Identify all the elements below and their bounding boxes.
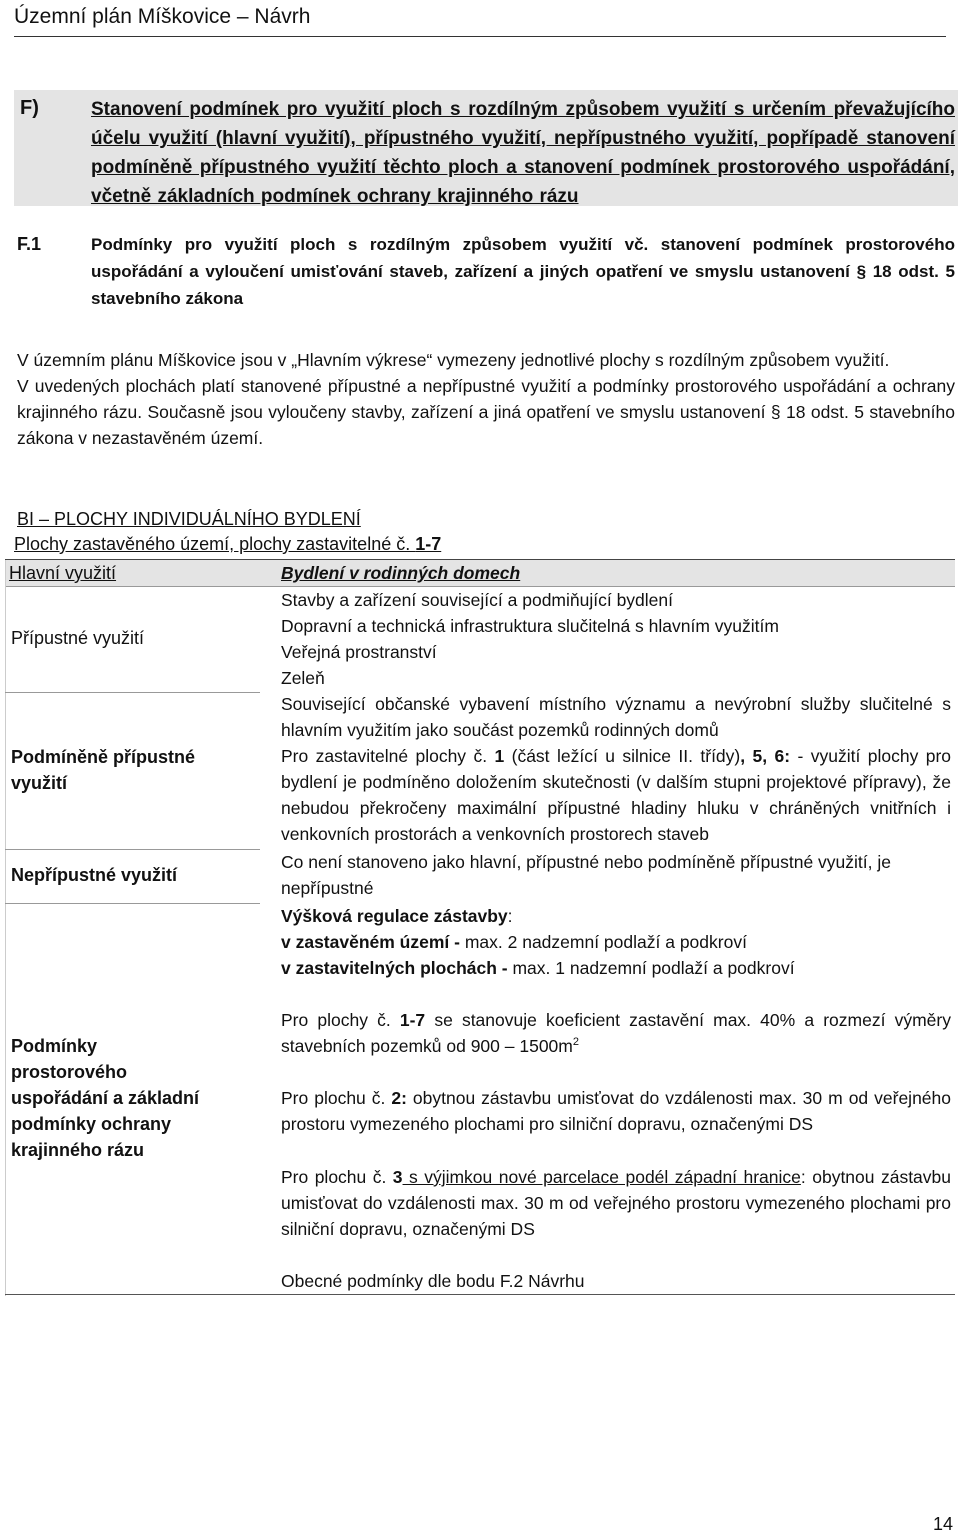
plot-range: 1-7: [399, 1010, 426, 1030]
height-line-2: [281, 955, 951, 981]
permitted-item: Veřejná prostranství: [281, 642, 437, 662]
table-bottom-rule: [5, 1294, 955, 1295]
spatial-condition-3: [281, 1164, 951, 1242]
main-use-value: Bydlení v rodinných domech: [281, 563, 521, 583]
permitted-use-list: [281, 587, 951, 691]
section-f-heading: [14, 90, 958, 206]
zone-subheading-text: Plochy zastavěného území, plochy zastavitelné č.: [14, 534, 416, 554]
spatial-text: Pro plochu č.: [281, 1167, 393, 1187]
spatial-text: Pro plochy č.: [281, 1010, 400, 1030]
zone-subheading: [14, 531, 441, 557]
conditional-text: Pro zastavitelné plochy č.: [281, 746, 495, 766]
intro-paragraph-1: V územním plánu Míškovice jsou v „Hlavním výkrese“ vymezeny jednotlivé plochy s rozdílným způsobem využití.: [17, 350, 890, 370]
spatial-text: obytnou zástavbu umisťovat do vzdálenosti max. 30 m od veřejného prostoru vymezeného plochami pro silniční dopravu, označenými DS: [281, 1088, 951, 1134]
height-title-text: Výšková regulace zástavby: [281, 906, 508, 926]
spatial-conditions-label: Podmínky prostorového uspořádání a základní podmínky ochrany krajinného rázu: [11, 1036, 200, 1160]
plot-number: 3: [392, 1167, 403, 1187]
intro-text: [17, 347, 955, 451]
height-regulation: [281, 903, 951, 981]
spatial-text: Pro plochu č.: [281, 1088, 392, 1108]
spatial-text: : obytnou zástavbu umisťovat do vzdálenosti max. 30 m od veřejného prostoru vymezeného plochami pro silniční dopravu, označenými DS: [281, 1167, 952, 1239]
conditional-item-1: Související občanské vybavení místního významu a nevýrobní služby slučitelné s hlavním využitím jako součást pozemků rodinných domů: [281, 694, 951, 740]
row-separator: [5, 849, 260, 850]
permitted-use-label: Přípustné využití: [11, 628, 145, 648]
table-left-border: [5, 560, 6, 1296]
subsection-title: Podmínky pro využití ploch s rozdílným způsobem využití vč. stanovení podmínek prostorového uspořádání a vyloučení umisťování staveb, zařízení a jiných opatření ve smyslu ustanovení § 18 odst. 5 stavebního zákona: [91, 235, 955, 308]
forbidden-use-label: Nepřípustné využití: [11, 865, 178, 885]
section-title: Stanovení podmínek pro využití ploch s rozdílným způsobem využití s určením převažujícího účelu využití (hlavní využití), přípustného využití, nepřípustného využití, popřípadě stanovení podmíněně přípustného využití těchto ploch a stanovení podmínek prostorového uspořádání, včetně základních podmínek ochrany krajinného rázu: [91, 99, 955, 207]
superscript: 2: [572, 1036, 579, 1049]
height-area: v zastavitelných plochách -: [281, 958, 508, 978]
main-use-label: Hlavní využití: [9, 563, 117, 583]
height-limit: max. 2 nadzemní podlaží a podkroví: [459, 932, 747, 952]
spatial-condition-4: Obecné podmínky dle bodu F.2 Návrhu: [281, 1271, 585, 1291]
conditional-item-2: [281, 743, 951, 847]
permitted-item: Dopravní a technická infrastruktura slučitelná s hlavním využitím: [281, 616, 779, 636]
conditional-use-label: Podmíněně přípustné využití: [11, 747, 196, 793]
spatial-condition-1: [281, 1007, 951, 1059]
forbidden-use-value: Co není stanoveno jako hlavní, přípustné nebo podmíněně přípustné využití, je nepřípustné: [281, 852, 891, 898]
conditional-text: (část ležící u silnice II. třídy): [504, 746, 741, 766]
subsection-number: F.1: [17, 234, 42, 254]
plot-number: 2:: [391, 1088, 407, 1108]
plot-number: 1: [494, 746, 505, 766]
row-separator: [5, 692, 260, 693]
section-number: F): [20, 97, 39, 119]
permitted-item: Stavby a zařízení související a podmiňující bydlení: [281, 590, 674, 610]
header-rule: [14, 36, 946, 37]
exception-text: s výjimkou nové parcelace podél západní hranice: [402, 1167, 801, 1187]
plot-numbers: , 5, 6:: [740, 746, 791, 766]
zone-subheading-range: 1-7: [415, 534, 442, 554]
height-line-1: [281, 929, 951, 955]
page-number: 14: [933, 1514, 954, 1534]
conditional-text: - využití plochy pro bydlení je podmíněno doložením skutečnosti (v dalším stupni projektové přípravy), že nebudou překročeny maximální přípustné hladiny hluku v chráněných vnitřních i venkovních prostorách a venkovních prostorech staveb: [281, 746, 952, 844]
spatial-text: se stanovuje koeficient zastavění max. 40% a rozmezí výměry stavebních pozemků od 900 – 1500m: [281, 1010, 951, 1056]
zone-heading: BI – PLOCHY INDIVIDUÁLNÍHO BYDLENÍ: [17, 509, 361, 529]
height-title: [281, 903, 951, 929]
running-header: Územní plán Míškovice – Návrh: [14, 5, 311, 28]
conditional-use-text: [281, 691, 951, 847]
height-area: v zastavěném území -: [281, 932, 460, 952]
row-separator: [5, 903, 260, 904]
intro-paragraph-2: V uvedených plochách platí stanovené přípustné a nepřípustné využití a podmínky prostorového uspořádání a ochrany krajinného rázu. Současně jsou vyloučeny stavby, zařízení a jiná opatření ve smyslu ustanovení § 18 odst. 5 stavebního zákona v nezastavěném území.: [17, 376, 955, 448]
height-limit: max. 1 nadzemní podlaží a podkroví: [507, 958, 795, 978]
permitted-item: Zeleň: [281, 668, 325, 688]
spatial-condition-2: [281, 1085, 951, 1137]
height-title-colon: :: [507, 906, 513, 926]
